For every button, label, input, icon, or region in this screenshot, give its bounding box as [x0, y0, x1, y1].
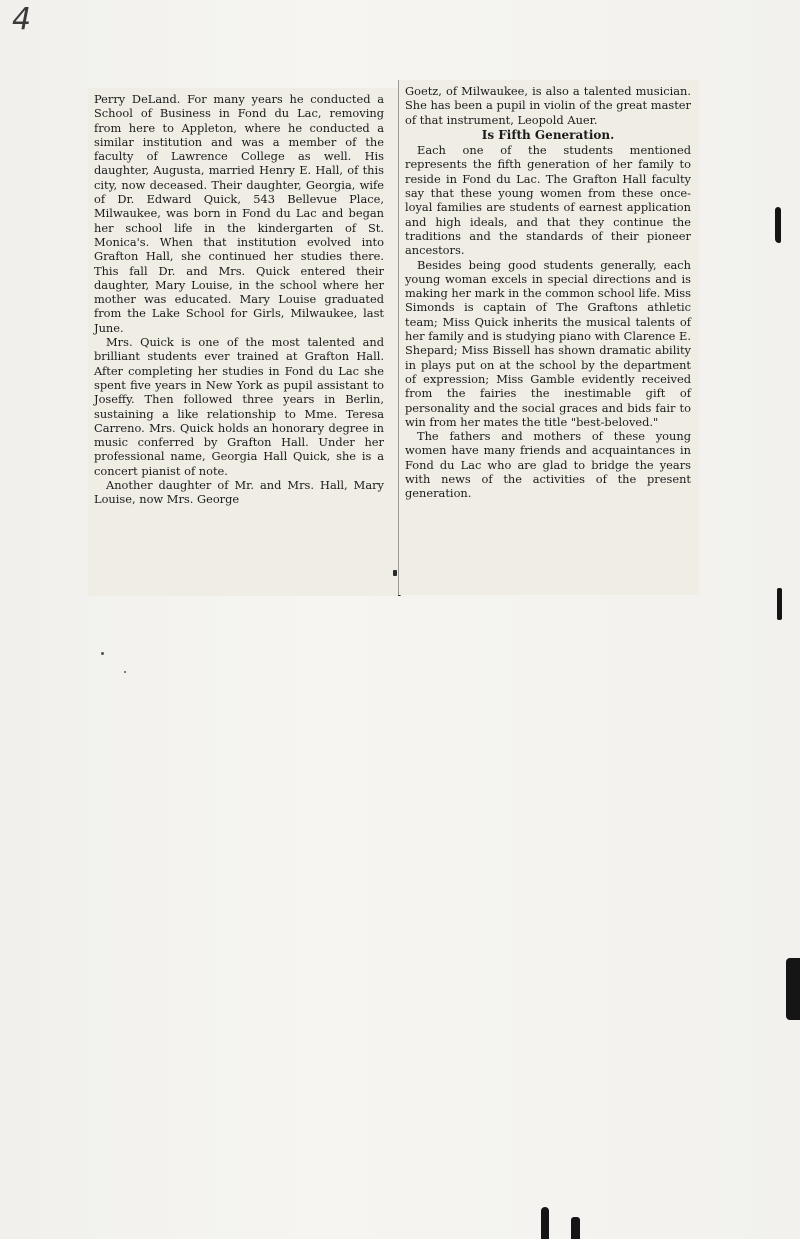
- binder-mark: [775, 207, 781, 243]
- binder-mark: [571, 1217, 580, 1239]
- subheading: Is Fifth Generation.: [481, 127, 615, 142]
- article-right-column: [405, 84, 691, 501]
- paragraph: Goetz, of Milwaukee, is also a talented musician. She has been a pupil in violin of the great master of that instrument, Leopold Auer.: [405, 84, 691, 127]
- binder-mark: [777, 588, 782, 620]
- paragraph: Perry DeLand. For many years he conducted a School of Business in Fond du Lac, removing from here to Appleton, where he conducted a similar institution and was a member of the faculty of Lawrence College as well. His daughter, Augusta, married Henry E. Hall, of this city, now deceased. Their daughter, Georgia, wife of Dr. Edward Quick, 543 Bellevue Place, Milwaukee, was born in Fond du Lac and began her school life in the kindergarten of St. Monica's. When that institution evolved into Grafton Hall, she continued her studies there. This fall Dr. and Mrs. Quick entered their daughter, Mary Louise, in the school where her mother was educated. Mary Louise graduated from the Lake School for Girls, Milwaukee, last June.: [94, 92, 384, 335]
- scan-speck: [124, 671, 126, 673]
- scan-speck: [101, 652, 104, 655]
- article-left-column: [94, 92, 384, 507]
- page-number: 4: [12, 2, 32, 37]
- paragraph: Another daughter of Mr. and Mrs. Hall, Mary Louise, now Mrs. George: [94, 478, 384, 507]
- paragraph: Besides being good students generally, each young woman excels in special directions and is making her mark in the common school life. Miss Simonds is captain of The Graftons athletic team; Miss Quick inherits the musical talents of her family and is studying piano with Clarence E. Shepard; Miss Bissell has shown dramatic ability in plays put on at the school by the department of expression; Miss Gamble evidently received from the fairies the inestimable gift of personality and the social graces and bids fair to win from her mates the title "best-beloved.": [405, 257, 691, 429]
- paragraph: The fathers and mothers of these young women have many friends and acquaintances in Fond du Lac who are glad to bridge the years with news of the activities of the present generation.: [405, 429, 691, 501]
- column-divider-mark: [393, 570, 397, 576]
- binder-mark: [541, 1207, 549, 1239]
- paragraph: Each one of the students mentioned represents the fifth generation of her family to reside in Fond du Lac. The Grafton Hall faculty say that these young women from these once-loyal families are students of earnest application and high ideals, and that they continue the traditions and the standards of their pioneer ancestors.: [405, 143, 691, 258]
- binder-mark: [786, 958, 800, 1020]
- paragraph: Mrs. Quick is one of the most talented and brilliant students ever trained at Grafton Hall. After completing her studies in Fond du Lac she spent five years in New York as pupil assistant to Joseffy. Then followed three years in Berlin, sustaining a like relationship to Mme. Teresa Carreno. Mrs. Quick holds an honorary degree in music conferred by Grafton Hall. Under her professional name, Georgia Hall Quick, she is a concert pianist of note.: [94, 335, 384, 478]
